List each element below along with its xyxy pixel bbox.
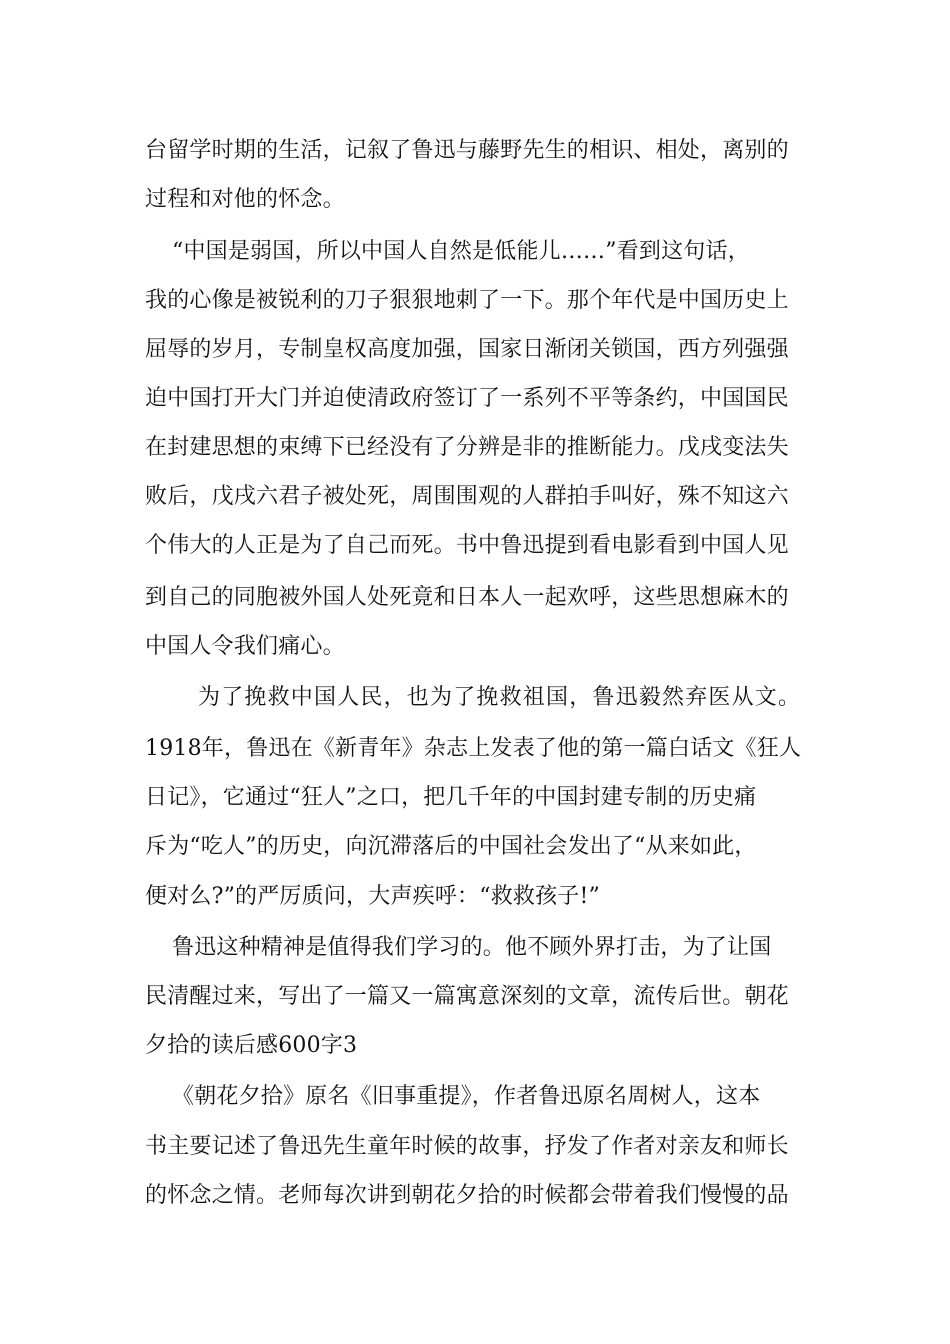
text-line: 个伟大的人正是为了自己而死。书中鲁迅提到看电影看到中国人见 bbox=[145, 533, 789, 558]
text-line: 便对么?”的严厉质问，大声疾呼：“救救孩子!” bbox=[145, 884, 600, 909]
text-line: 鲁迅这种精神是值得我们学习的。他不顾外界打击，为了让国 bbox=[172, 935, 772, 960]
text-line: 中国人令我们痛心。 bbox=[145, 634, 345, 659]
text-line: 过程和对他的怀念。 bbox=[145, 187, 345, 212]
text-line: 败后，戊戌六君子被处死，周围围观的人群拍手叫好，殊不知这六 bbox=[145, 484, 789, 509]
text-line: 《朝花夕拾》原名《旧事重提》，作者鲁迅原名周树人，这本 bbox=[172, 1084, 761, 1109]
text-line: “中国是弱国，所以中国人自然是低能儿……”看到这句话， bbox=[172, 239, 750, 264]
text-line: 夕拾的读后感600字3 bbox=[145, 1033, 358, 1058]
text-line: 的怀念之情。老师每次讲到朝花夕拾的时候都会带着我们慢慢的品 bbox=[145, 1183, 789, 1208]
text-line: 1918年，鲁迅在《新青年》杂志上发表了他的第一篇白话文《狂人 bbox=[145, 736, 802, 761]
text-line: 到自己的同胞被外国人处死竟和日本人一起欢呼，这些思想麻木的 bbox=[145, 585, 789, 610]
text-line: 在封建思想的束缚下已经没有了分辨是非的推断能力。戊戌变法失 bbox=[145, 435, 789, 460]
text-line: 斥为“吃人”的历史，向沉滞落后的中国社会发出了“从来如此， bbox=[145, 834, 757, 859]
text-line: 为了挽救中国人民，也为了挽救祖国，鲁迅毅然弃医从文。 bbox=[198, 685, 802, 710]
text-line: 屈辱的岁月，专制皇权高度加强，国家日渐闭关锁国，西方列强强 bbox=[145, 337, 789, 362]
text-line: 台留学时期的生活，记叙了鲁迅与藤野先生的相识、相处，离别的 bbox=[145, 138, 789, 163]
text-line: 民清醒过来，写出了一篇又一篇寓意深刻的文章，流传后世。朝花 bbox=[145, 984, 789, 1009]
text-line: 我的心像是被锐利的刀子狠狠地刺了一下。那个年代是中国历史上 bbox=[145, 288, 789, 313]
text-line: 日记》，它通过“狂人”之口，把几千年的中国封建专制的历史痛 bbox=[145, 785, 757, 810]
text-line: 迫中国打开大门并迫使清政府签订了一系列不平等条约，中国国民 bbox=[145, 386, 789, 411]
text-line: 书主要记述了鲁迅先生童年时候的故事，抒发了作者对亲友和师长 bbox=[145, 1134, 789, 1159]
